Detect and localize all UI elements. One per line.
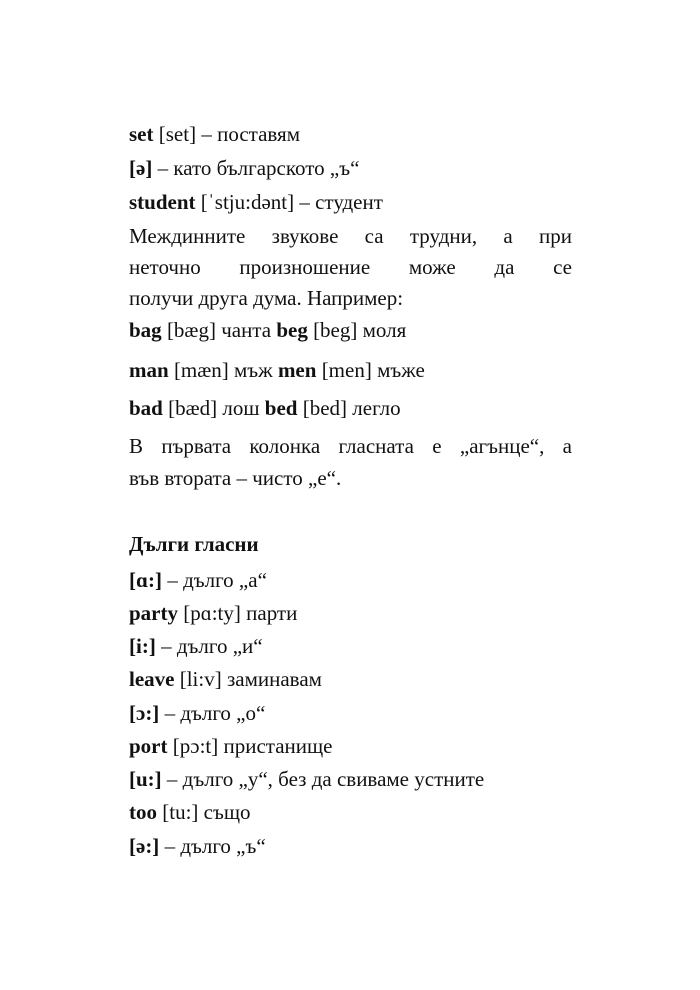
phonetic-symbol: [u:] <box>129 767 162 791</box>
entry-too <box>129 798 251 826</box>
transcription: [set] <box>158 122 197 146</box>
english-word: too <box>129 800 157 824</box>
translation: също <box>203 800 251 824</box>
sound-description: – дълго „и“ <box>161 634 263 658</box>
transcription: [beg] <box>313 318 358 342</box>
sound-description: – дълго „у“, без да свиваме устните <box>166 767 485 791</box>
english-word: men <box>277 358 317 382</box>
entry-long-u <box>129 765 484 793</box>
transcription: [li:v] <box>179 667 222 691</box>
translation: – студент <box>299 190 383 214</box>
paragraph-line: във втората – чисто „е“. <box>129 466 342 490</box>
phonetic-symbol: [ɔ:] <box>129 701 160 725</box>
sound-description: – като българското „ъ“ <box>157 156 360 180</box>
translation: мъже <box>377 358 425 382</box>
entry-set <box>129 120 300 148</box>
entry-man-men <box>129 356 425 384</box>
paragraph-line: получи друга дума. Например: <box>129 286 404 310</box>
entry-student <box>129 188 383 216</box>
english-word: bag <box>129 318 162 342</box>
translation: чанта <box>221 318 272 342</box>
sound-description: – дълго „ъ“ <box>164 834 266 858</box>
translation: мъж <box>234 358 273 382</box>
sound-description: – дълго „а“ <box>167 568 267 592</box>
phonetic-symbol: [ə:] <box>129 834 160 858</box>
paragraph-line: неточно произношение може да се <box>129 255 572 279</box>
transcription: [bæd] <box>168 396 218 420</box>
section-heading: Дълги гласни <box>129 532 259 556</box>
english-word: bad <box>129 396 163 420</box>
phonetic-symbol: [ɑ:] <box>129 568 163 592</box>
transcription: [tu:] <box>162 800 199 824</box>
entry-bag-beg <box>129 316 406 344</box>
entry-party <box>129 599 297 627</box>
entry-long-a <box>129 566 267 594</box>
english-word: bed <box>264 396 298 420</box>
translation: пристанище <box>223 734 333 758</box>
entry-long-schwa <box>129 832 266 860</box>
english-word: student <box>129 190 196 214</box>
paragraph-line: Междинните звукове са трудни, а при <box>129 224 572 248</box>
transcription: [ˈstju:dənt] <box>200 190 295 214</box>
english-word: leave <box>129 667 175 691</box>
phonetic-symbol: [ə] <box>129 156 153 180</box>
transcription: [mæn] <box>173 358 229 382</box>
entry-schwa <box>129 154 359 182</box>
transcription: [pɔ:t] <box>172 734 219 758</box>
english-word: set <box>129 122 154 146</box>
entry-long-o <box>129 699 265 727</box>
english-word: port <box>129 734 168 758</box>
phonetic-symbol: [i:] <box>129 634 156 658</box>
translation: парти <box>246 601 298 625</box>
entry-leave <box>129 665 322 693</box>
translation: лош <box>222 396 260 420</box>
sound-description: – дълго „о“ <box>164 701 266 725</box>
english-word: party <box>129 601 178 625</box>
english-word: beg <box>276 318 308 342</box>
english-word: man <box>129 358 169 382</box>
translation: заминавам <box>226 667 322 691</box>
translation: легло <box>352 396 401 420</box>
transcription: [men] <box>321 358 372 382</box>
entry-long-i <box>129 632 263 660</box>
transcription: [bed] <box>302 396 348 420</box>
paragraph-line: В първата колонка гласната е „агънце“, а <box>129 434 572 458</box>
entry-bad-bed <box>129 394 401 422</box>
entry-port <box>129 732 333 760</box>
transcription: [pɑ:ty] <box>183 601 241 625</box>
translation: моля <box>362 318 407 342</box>
translation: – поставям <box>201 122 301 146</box>
transcription: [bæg] <box>166 318 216 342</box>
